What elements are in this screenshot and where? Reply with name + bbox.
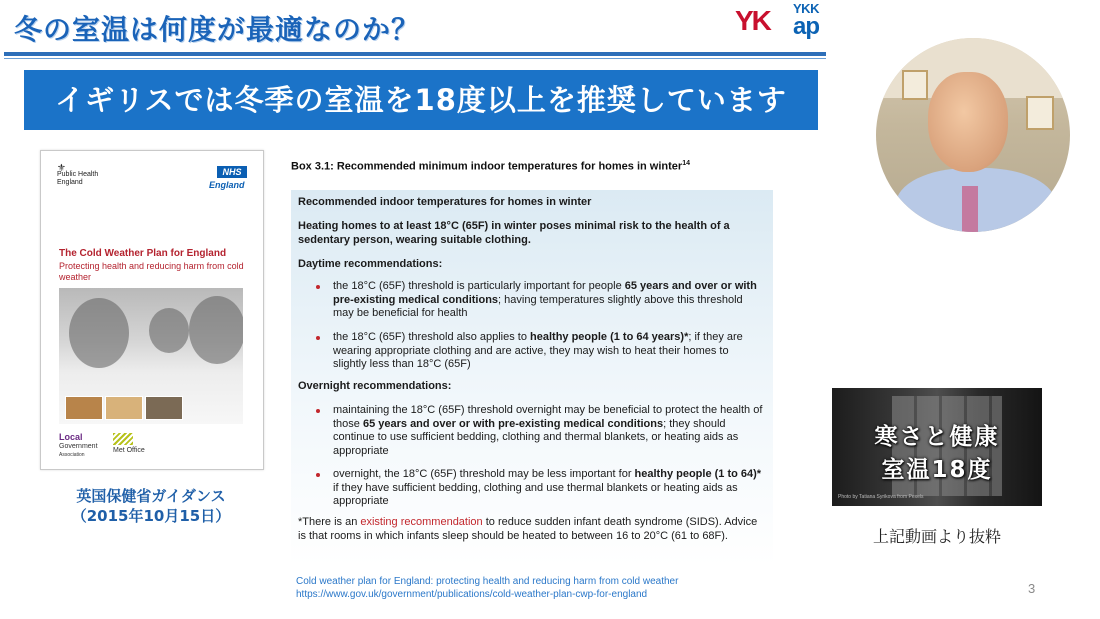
overnight-heading: Overnight recommendations: [298, 380, 452, 392]
title-underline [4, 52, 826, 56]
brochure-caption-line1: 英国保健省ガイダンス [76, 487, 226, 505]
met-office-logo: Met Office [113, 433, 145, 454]
crest-icon: ⚜ [57, 163, 66, 174]
recommendation-box [291, 190, 773, 566]
daytime-item: the 18°C (65F) threshold also applies to healthy people (1 to 64 years)*; if they are wearing appropriate clothing and are active, they may wish to heat their homes to slightly less than 18°C (65F) [333, 331, 743, 371]
brochure-subtitle: Protecting health and reducing harm from cold weather [59, 261, 244, 283]
wall-frame [1026, 96, 1054, 130]
tree [149, 308, 189, 353]
thumbnail-photo [65, 396, 103, 420]
overnight-item: maintaining the 18°C (65F) threshold overnight may be beneficial to protect the health of those 65 years and over or with pre-existing medical conditions; they should continue to use sufficient bedding, clothing and thermal blankets, or heating aids as appropriate [333, 404, 763, 457]
video-title-line1: 寒さと健康 [874, 424, 1000, 450]
thumbnail-photo [105, 396, 143, 420]
existing-recommendation-link[interactable]: existing recommendation [360, 516, 483, 528]
public-health-england-logo: Public Health England [57, 171, 99, 187]
brochure-cover [40, 150, 264, 470]
wall-frame [902, 70, 928, 100]
thumbnail-photo [145, 396, 183, 420]
title-underline-thin [4, 58, 826, 59]
footnote: *There is an existing recommendation to reduce sudden infant death syndrome (SIDS). Advice is that rooms in which infants sleep should be heated to between 16 to 20°C (61 to 68F). [298, 516, 758, 542]
box-heading: Box 3.1: Recommended minimum indoor temperatures for homes in winter$^{14}$ [291, 160, 690, 173]
headline-banner: イギリスでは冬季の室温を18度以上を推奨しています [24, 70, 818, 130]
snow-scene-image [59, 288, 243, 424]
slide-title: 冬の室温は何度が最適なのか？ [14, 13, 421, 46]
ykkap-logo-bottom: ap [792, 13, 819, 40]
tree [69, 298, 129, 368]
video-caption: 上記動画より抜粋 [872, 527, 1001, 546]
box-title: Recommended indoor temperatures for homes in winter [298, 196, 592, 208]
source-title: Cold weather plan for England: protecting health and reducing harm from cold weather [296, 576, 679, 587]
speaker-video [876, 38, 1070, 232]
photo-credit: Photo by Tatiana Syrikova from Pexels [838, 494, 924, 500]
ykkap-logo-top: YKK [793, 1, 819, 16]
local-government-association-logo: Local Government Association [59, 432, 98, 458]
brochure-title: The Cold Weather Plan for England [59, 248, 227, 259]
tree [189, 296, 243, 364]
brochure-caption-line2: （2015年10月15日） [71, 507, 231, 526]
bullet-icon [316, 285, 320, 289]
video-title-line2: 室温18度 [881, 457, 993, 483]
daytime-heading: Daytime recommendations: [298, 258, 443, 270]
video-thumbnail[interactable] [832, 388, 1042, 506]
daytime-item: the 18°C (65F) threshold is particularly important for people 65 years and over or with pre-existing medical conditions; having temperatures slightly above this threshold may be beneficial for health [333, 280, 757, 320]
intro-text: Heating homes to at least 18°C (65F) in winter poses minimal risk to the health of a sedentary person, wearing suitable clothing. [298, 220, 730, 246]
ykkap-logo [786, 2, 826, 42]
nhs-logo: NHS [217, 166, 247, 178]
speaker-face [928, 72, 1008, 172]
source-url-link[interactable]: https://www.gov.uk/government/publications/cold-weather-plan-cwp-for-england [296, 589, 648, 600]
bullet-icon [316, 409, 320, 413]
bullet-icon [316, 473, 320, 477]
nhs-england-label: England [209, 180, 245, 190]
yk-logo: YK [735, 5, 770, 36]
page-number: 3 [1028, 581, 1036, 596]
brochure-caption [40, 486, 262, 527]
overnight-item: overnight, the 18°C (65F) threshold may be less important for healthy people (1 to 64)* if they have sufficient bedding, clothing and use thermal blankets or heating aids as appropriate [333, 468, 762, 508]
met-office-mark-icon [113, 433, 133, 445]
speaker-tie [962, 186, 978, 232]
bullet-icon [316, 336, 320, 340]
